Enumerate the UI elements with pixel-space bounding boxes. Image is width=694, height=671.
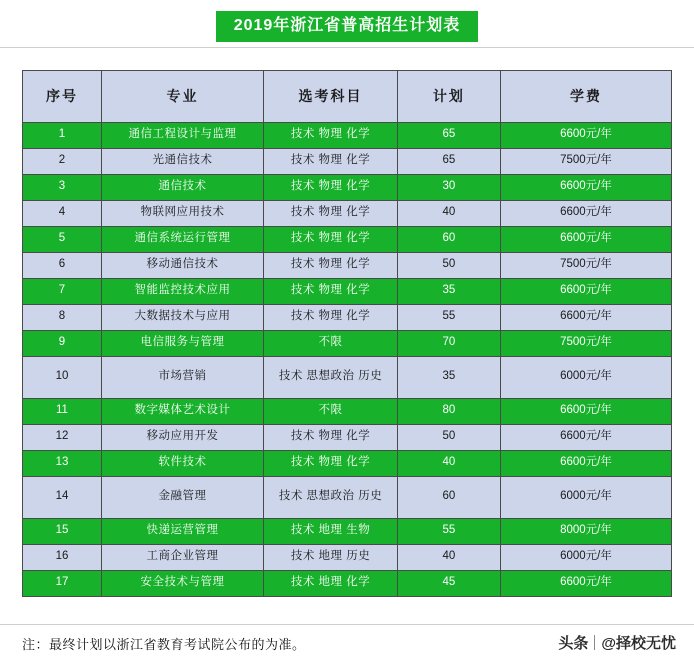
cell-fee: 6600元/年 xyxy=(500,226,671,252)
cell-subjects: 技术 物理 化学 xyxy=(264,424,398,450)
table-row xyxy=(23,304,672,330)
table-row xyxy=(23,570,672,596)
cell-no: 14 xyxy=(23,476,102,518)
admission-plan-table xyxy=(22,70,672,597)
cell-subjects: 技术 物理 化学 xyxy=(264,122,398,148)
cell-plan: 30 xyxy=(397,174,500,200)
cell-plan: 50 xyxy=(397,424,500,450)
brand-separator xyxy=(594,635,595,650)
cell-plan: 60 xyxy=(397,476,500,518)
cell-plan: 65 xyxy=(397,122,500,148)
cell-major: 移动应用开发 xyxy=(101,424,263,450)
footer-brand xyxy=(558,632,676,653)
cell-major: 数字媒体艺术设计 xyxy=(101,398,263,424)
cell-major: 电信服务与管理 xyxy=(101,330,263,356)
cell-plan: 40 xyxy=(397,450,500,476)
divider-bottom xyxy=(0,624,694,625)
cell-fee: 7500元/年 xyxy=(500,148,671,174)
cell-plan: 80 xyxy=(397,398,500,424)
cell-fee: 6000元/年 xyxy=(500,356,671,398)
cell-major: 大数据技术与应用 xyxy=(101,304,263,330)
cell-no: 1 xyxy=(23,122,102,148)
cell-subjects: 技术 地理 历史 xyxy=(264,544,398,570)
cell-major: 智能监控技术应用 xyxy=(101,278,263,304)
cell-fee: 8000元/年 xyxy=(500,518,671,544)
author-handle: @择校无忧 xyxy=(601,635,676,652)
column-header-major: 专业 xyxy=(101,70,263,122)
cell-subjects: 技术 物理 化学 xyxy=(264,252,398,278)
cell-major: 市场营销 xyxy=(101,356,263,398)
title-container xyxy=(0,0,694,52)
cell-fee: 6600元/年 xyxy=(500,200,671,226)
cell-no: 11 xyxy=(23,398,102,424)
cell-major: 通信系统运行管理 xyxy=(101,226,263,252)
cell-major: 移动通信技术 xyxy=(101,252,263,278)
cell-fee: 6600元/年 xyxy=(500,304,671,330)
cell-plan: 35 xyxy=(397,278,500,304)
cell-subjects: 技术 物理 化学 xyxy=(264,148,398,174)
cell-subjects: 技术 思想政治 历史 xyxy=(264,476,398,518)
cell-fee: 6600元/年 xyxy=(500,278,671,304)
column-header-plan: 计划 xyxy=(397,70,500,122)
cell-no: 4 xyxy=(23,200,102,226)
table-row xyxy=(23,450,672,476)
table-row xyxy=(23,148,672,174)
cell-subjects: 技术 地理 化学 xyxy=(264,570,398,596)
cell-fee: 6600元/年 xyxy=(500,570,671,596)
cell-fee: 6600元/年 xyxy=(500,398,671,424)
table-row xyxy=(23,518,672,544)
cell-plan: 60 xyxy=(397,226,500,252)
table-row xyxy=(23,398,672,424)
cell-fee: 7500元/年 xyxy=(500,252,671,278)
header-row xyxy=(23,70,672,122)
cell-plan: 35 xyxy=(397,356,500,398)
table-body xyxy=(23,122,672,596)
cell-fee: 6600元/年 xyxy=(500,174,671,200)
cell-major: 物联网应用技术 xyxy=(101,200,263,226)
cell-subjects: 技术 思想政治 历史 xyxy=(264,356,398,398)
table-row xyxy=(23,476,672,518)
cell-fee: 6600元/年 xyxy=(500,122,671,148)
cell-plan: 55 xyxy=(397,304,500,330)
cell-major: 通信技术 xyxy=(101,174,263,200)
table-header xyxy=(23,70,672,122)
cell-no: 6 xyxy=(23,252,102,278)
cell-major: 光通信技术 xyxy=(101,148,263,174)
column-header-no: 序号 xyxy=(23,70,102,122)
cell-no: 16 xyxy=(23,544,102,570)
cell-subjects: 技术 物理 化学 xyxy=(264,174,398,200)
cell-no: 8 xyxy=(23,304,102,330)
cell-no: 13 xyxy=(23,450,102,476)
table-row xyxy=(23,122,672,148)
cell-subjects: 技术 物理 化学 xyxy=(264,200,398,226)
cell-no: 9 xyxy=(23,330,102,356)
cell-subjects: 技术 地理 生物 xyxy=(264,518,398,544)
cell-no: 3 xyxy=(23,174,102,200)
cell-no: 12 xyxy=(23,424,102,450)
cell-no: 15 xyxy=(23,518,102,544)
table-row xyxy=(23,226,672,252)
cell-no: 17 xyxy=(23,570,102,596)
table-row xyxy=(23,200,672,226)
cell-no: 7 xyxy=(23,278,102,304)
table-row xyxy=(23,252,672,278)
cell-major: 快递运营管理 xyxy=(101,518,263,544)
cell-fee: 6600元/年 xyxy=(500,450,671,476)
cell-plan: 70 xyxy=(397,330,500,356)
cell-subjects: 不限 xyxy=(264,398,398,424)
cell-subjects: 不限 xyxy=(264,330,398,356)
cell-fee: 7500元/年 xyxy=(500,330,671,356)
divider-top xyxy=(0,47,694,48)
cell-plan: 55 xyxy=(397,518,500,544)
platform-label: 头条 xyxy=(558,635,589,652)
cell-subjects: 技术 物理 化学 xyxy=(264,450,398,476)
table-row xyxy=(23,424,672,450)
cell-no: 2 xyxy=(23,148,102,174)
cell-subjects: 技术 物理 化学 xyxy=(264,304,398,330)
table-row xyxy=(23,278,672,304)
table-row xyxy=(23,356,672,398)
cell-plan: 45 xyxy=(397,570,500,596)
cell-fee: 6000元/年 xyxy=(500,544,671,570)
cell-major: 软件技术 xyxy=(101,450,263,476)
table-row xyxy=(23,330,672,356)
table-area xyxy=(0,52,694,597)
note-text: 注：最终计划以浙江省教育考试院公布的为准。 xyxy=(22,637,306,652)
cell-major: 金融管理 xyxy=(101,476,263,518)
cell-plan: 40 xyxy=(397,200,500,226)
cell-plan: 40 xyxy=(397,544,500,570)
table-row xyxy=(23,174,672,200)
table-row xyxy=(23,544,672,570)
column-header-fee: 学费 xyxy=(500,70,671,122)
cell-plan: 50 xyxy=(397,252,500,278)
cell-major: 安全技术与管理 xyxy=(101,570,263,596)
cell-subjects: 技术 物理 化学 xyxy=(264,226,398,252)
cell-major: 工商企业管理 xyxy=(101,544,263,570)
cell-no: 5 xyxy=(23,226,102,252)
cell-subjects: 技术 物理 化学 xyxy=(264,278,398,304)
page-title: 2019年浙江省普高招生计划表 xyxy=(216,11,479,42)
cell-major: 通信工程设计与监理 xyxy=(101,122,263,148)
cell-plan: 65 xyxy=(397,148,500,174)
cell-no: 10 xyxy=(23,356,102,398)
cell-fee: 6000元/年 xyxy=(500,476,671,518)
column-header-subjects: 选考科目 xyxy=(264,70,398,122)
cell-fee: 6600元/年 xyxy=(500,424,671,450)
